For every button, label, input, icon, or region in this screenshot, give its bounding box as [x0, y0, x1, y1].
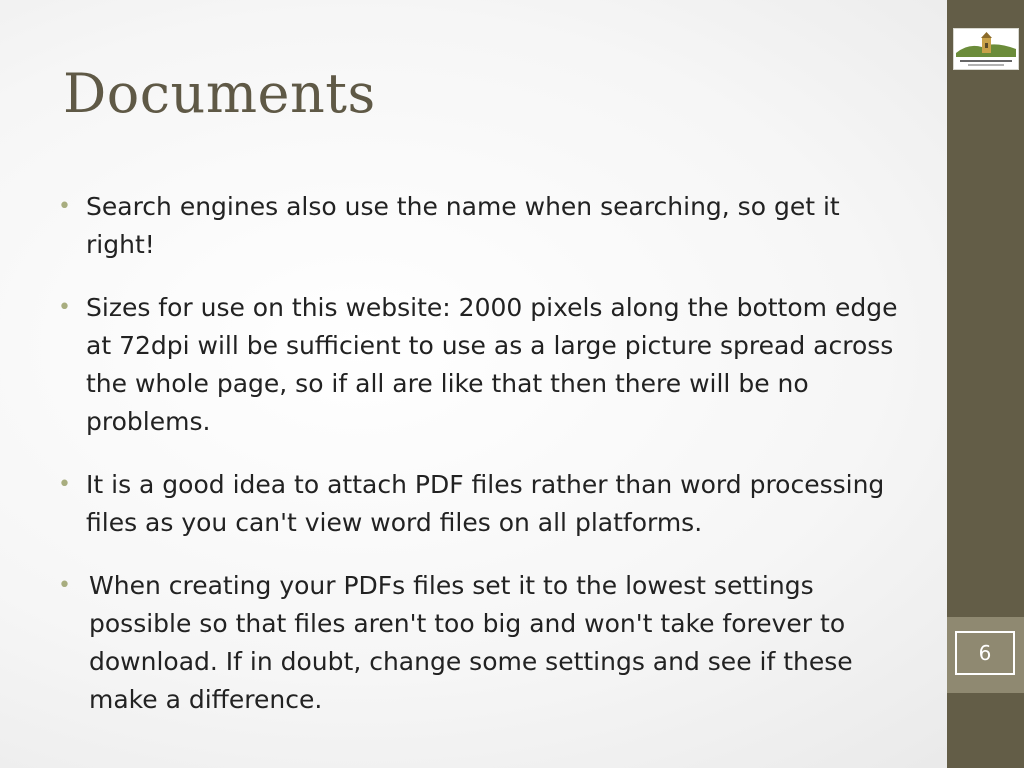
bullet-dot-icon: • [58, 472, 71, 497]
logo-image [954, 29, 1018, 69]
bullet-text: It is a good idea to attach PDF files rather than word processing files as you can't view word files on all platforms. [86, 470, 885, 537]
bullet-text: Search engines also use the name when searching, so get it right! [86, 192, 840, 259]
bullet-item [58, 289, 908, 441]
bullet-dot-icon: • [58, 295, 71, 320]
bullet-list [58, 188, 908, 744]
bullet-item [58, 466, 908, 542]
bullet-text: When creating your PDFs files set it to the lowest settings possible so that files aren't too big and won't take forever to download. If in doubt, change some settings and see if these make a difference. [89, 571, 853, 714]
slide-title: Documents [63, 62, 376, 125]
bullet-item [58, 567, 908, 719]
bullet-dot-icon: • [58, 573, 71, 598]
organization-logo [953, 28, 1019, 70]
bullet-item [58, 188, 908, 264]
bullet-text: Sizes for use on this website: 2000 pixels along the bottom edge at 72dpi will be sufficient to use as a large picture spread across the whole page, so if all are like that then there will be no problems. [86, 293, 898, 436]
page-number: 6 [955, 631, 1015, 675]
bullet-dot-icon: • [58, 194, 71, 219]
